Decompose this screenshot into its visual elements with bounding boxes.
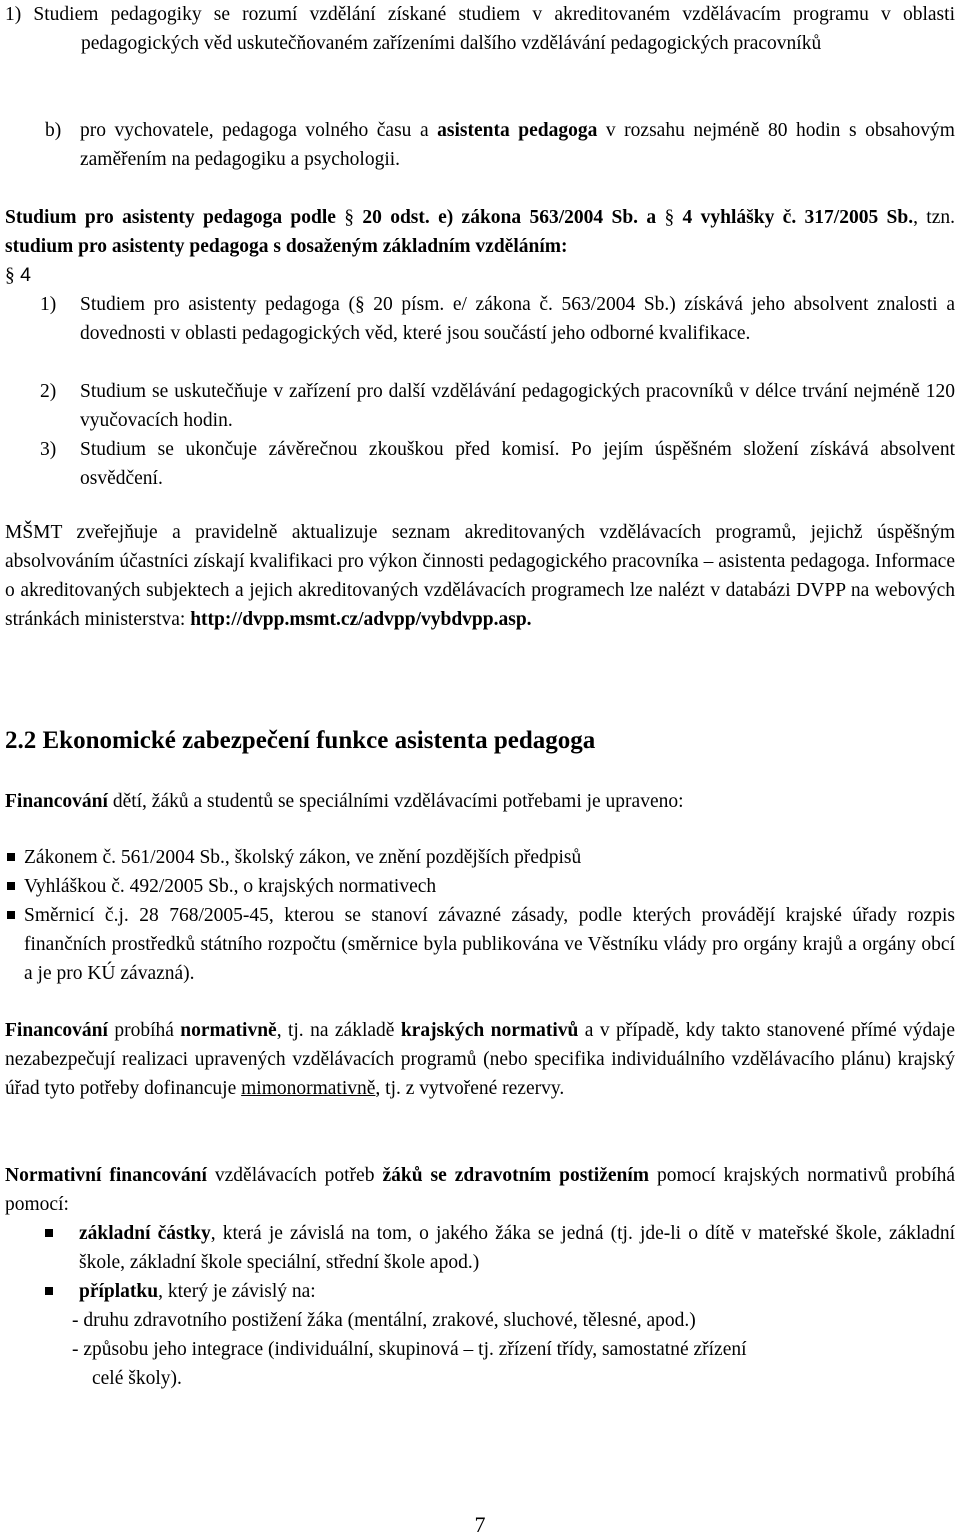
normative-paragraph: Normativní financování vzdělávacích potřeb žáků se zdravotním postižením pomocí krajských normativů probíhá pomocí: (5, 1165, 955, 1215)
section-sign-icon: § (344, 207, 355, 228)
section-sign-icon: § (5, 265, 15, 286)
page-number: 7 (474, 1512, 486, 1537)
law-item: Směrnicí č.j. 28 768/2005-45, kterou se stanoví závazné zásady, podle kterých provádějí krajské úřady rozpis finančních prostředků státního rozpočtu (směrnice byla publikována ve Věstníku vlády pro orgány krajů a orgány obcí a je pro KÚ závazná). (5, 901, 955, 988)
law-item: Zákonem č. 561/2004 Sb., školský zákon, ve znění pozdějších předpisů (5, 843, 955, 872)
paragraph-item-b: b) pro vychovatele, pedagoga volného času a asistenta pedagoga v rozsahu nejméně 80 hodin s obsahovým zaměřením na pedagogiku a psychologii. (5, 116, 955, 174)
component-item: základní částky, která je závislá na tom, o jakého žáka se jedná (tj. jde-li o dítě v mateřské škole, základní škole, základní škole speciální, střední škole apod.) (5, 1219, 955, 1277)
section-heading: 2.2 Ekonomické zabezpečení funkce asistenta pedagoga (5, 727, 596, 754)
square-bullet-icon (7, 853, 15, 861)
square-bullet-icon (7, 882, 15, 890)
financing-intro: Financování dětí, žáků a studentů se speciálními vzdělávacími potřebami je upraveno: (5, 791, 684, 812)
dash-item-continuation: celé školy). (92, 1368, 182, 1389)
study-heading: Studium pro asistenty pedagoga podle § 20 odst. e) zákona 563/2004 Sb. a § 4 vyhlášky č. 317/2005 Sb., tzn. studium pro asistenty pedagoga s dosaženým základním vzděláním: § 4 (5, 207, 955, 286)
law-item: Vyhláškou č. 492/2005 Sb., o krajských normativech (5, 872, 955, 901)
numbered-item: 1) Studiem pro asistenty pedagoga (§ 20 písm. e/ zákona č. 563/2004 Sb.) získává jeho absolvent znalosti a dovednosti v oblasti pedagogických věd, které jsou součástí jeho odborné kvalifikace. (40, 294, 955, 344)
section-sign-icon: § (664, 207, 675, 228)
square-bullet-icon (7, 911, 15, 919)
msmt-paragraph: MŠMT zveřejňuje a pravidelně aktualizuje seznam akreditovaných vzdělávacích programů, jejichž úspěšným absolvováním účastníci získají kvalifikaci pro výkon činnosti pedagogického pracovníka – asistenta pedagoga. Informace o akreditovaných subjektech a jejich akreditovaných vzdělávacích programech lze nalézt v databázi DVPP na webových stránkách ministerstva: http://dvpp.msmt.cz/advpp/vybdvpp.asp. (5, 522, 955, 630)
paragraph-item-1: 1) Studiem pedagogiky se rozumí vzdělání získané studiem v akreditovaném vzdělávacím programu v oblasti pedagogických věd uskutečňovaném zařízeními dalšího vzdělávání pedagogických pracovníků (5, 4, 955, 54)
dash-item: - druhu zdravotního postižení žáka (mentální, zrakové, sluchové, tělesné, apod.) (72, 1310, 696, 1331)
dash-item: - způsobu jeho integrace (individuální, skupinová – tj. zřízení třídy, samostatné zřízení (72, 1339, 747, 1360)
component-item: příplatku, který je závislý na: (5, 1277, 955, 1306)
numbered-item: 2) Studium se uskutečňuje v zařízení pro další vzdělávání pedagogických pracovníků v délce trvání nejméně 120 vyučovacích hodin. (40, 381, 955, 431)
square-bullet-icon (45, 1287, 53, 1295)
numbered-item: 3) Studium se ukončuje závěrečnou zkouškou před komisí. Po jejím úspěšném složení získává absolvent osvědčení. (40, 439, 955, 489)
financing-paragraph: Financování probíhá normativně, tj. na základě krajských normativů a v případě, kdy takto stanovené přímé výdaje nezabezpečují realizaci upravených vzdělávacích programů (nebo specifika individuálního vzdělávacího plánu) krajský úřad tyto potřeby dofinancuje mimonormativně, tj. z vytvořené rezervy. (5, 1020, 955, 1099)
item-label: b) (45, 120, 62, 141)
database-link[interactable]: http://dvpp.msmt.cz/advpp/vybdvpp.asp. (190, 609, 532, 630)
square-bullet-icon (45, 1229, 53, 1237)
